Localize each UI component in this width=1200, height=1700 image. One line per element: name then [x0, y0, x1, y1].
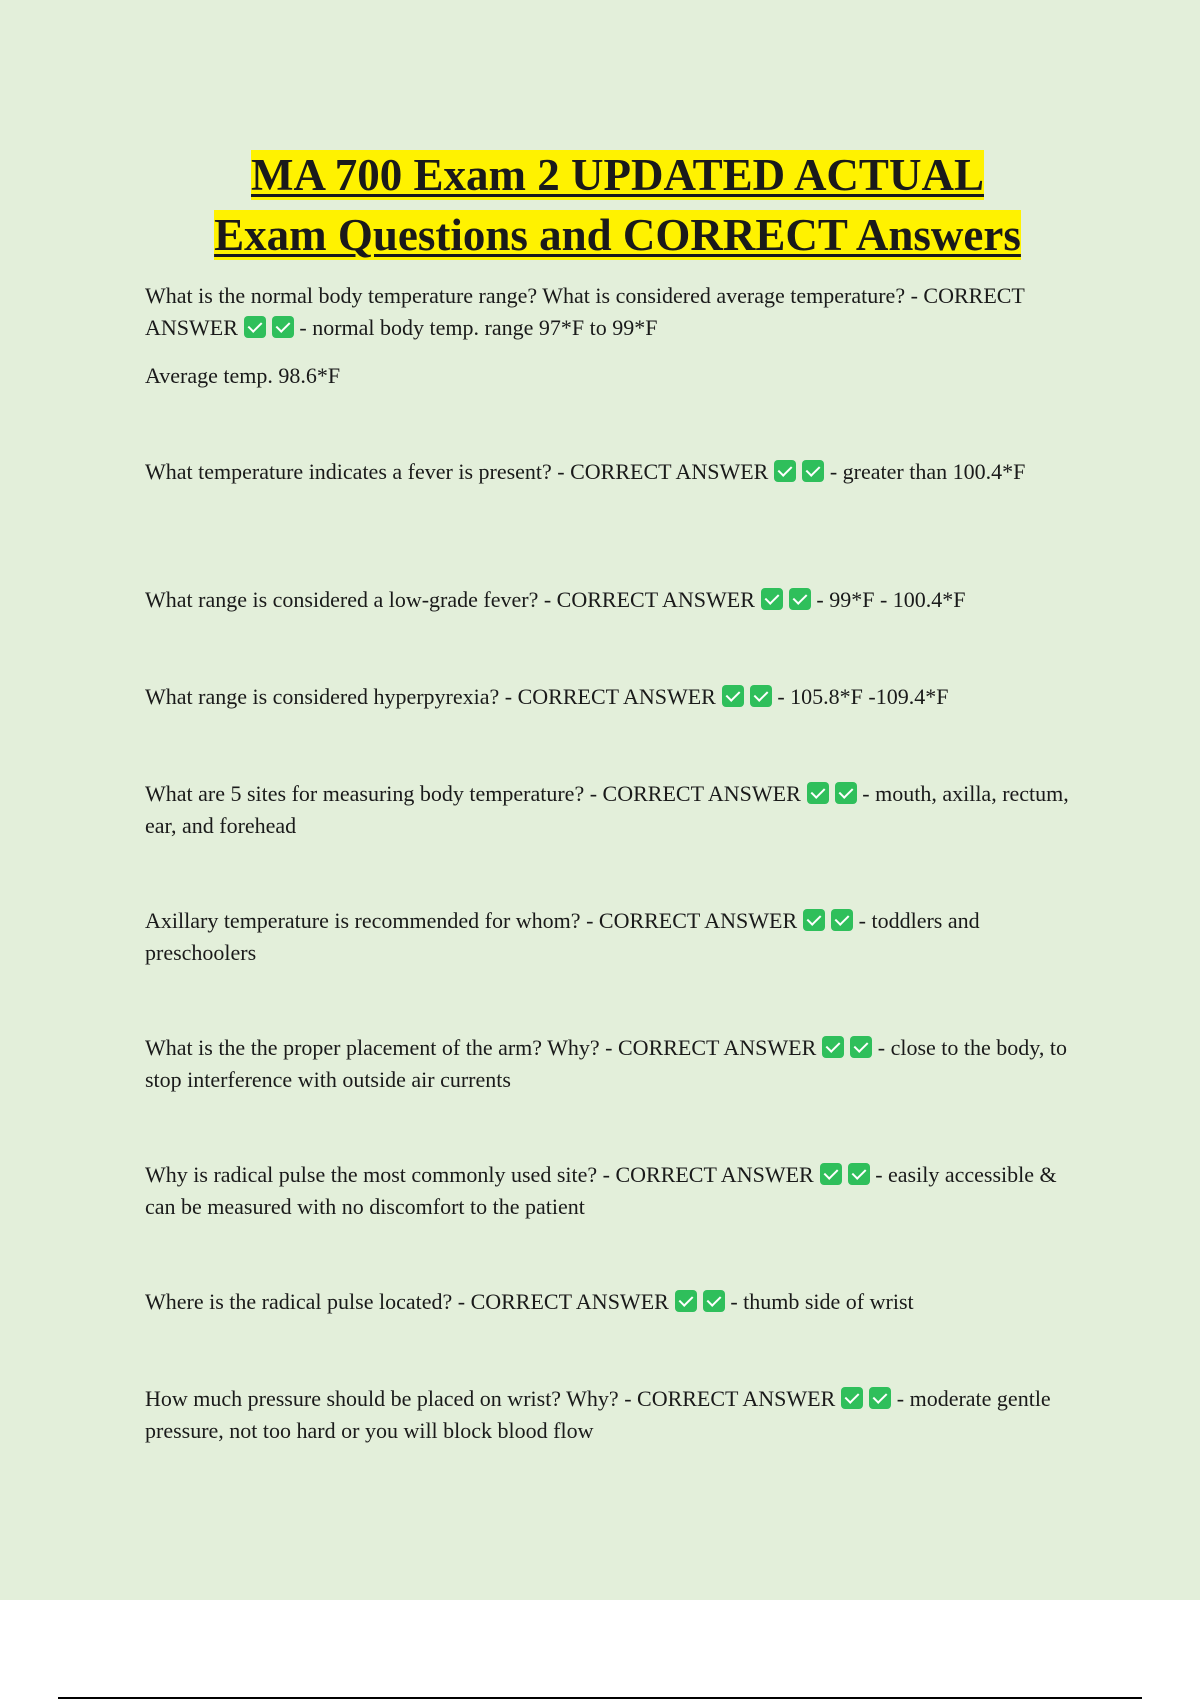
check-mark-icon [703, 1290, 725, 1312]
question-text: What range is considered hyperpyrexia? - CORRECT ANSWER [145, 684, 716, 709]
check-mark-icon [722, 685, 744, 707]
qa-item [145, 905, 1085, 969]
answer-text: - greater than 100.4*F [829, 459, 1026, 484]
qa-item [145, 1383, 1085, 1447]
check-mark-icon [244, 316, 266, 338]
check-mark-icon [835, 782, 857, 804]
question-text: What temperature indicates a fever is present? - CORRECT ANSWER [145, 459, 769, 484]
qa-item [145, 1286, 1085, 1318]
answer-text: - thumb side of wrist [730, 1289, 914, 1314]
question-text: What are 5 sites for measuring body temperature? - CORRECT ANSWER [145, 781, 801, 806]
qa-item [145, 681, 1085, 713]
check-mark-icon [848, 1163, 870, 1185]
check-mark-icon [774, 460, 796, 482]
question-text: Where is the radical pulse located? - CORRECT ANSWER [145, 1289, 669, 1314]
answer-text: - 105.8*F -109.4*F [777, 684, 949, 709]
check-mark-icon [841, 1387, 863, 1409]
qa-item [145, 1032, 1085, 1096]
check-mark-icon [822, 1036, 844, 1058]
check-mark-icon [802, 460, 824, 482]
qa-item [145, 456, 1085, 488]
check-mark-icon [761, 588, 783, 610]
document-title [0, 145, 1200, 265]
answer-text: - mouth, axilla, rectum, ear, and forehead [145, 781, 1069, 838]
title-line-1: MA 700 Exam 2 UPDATED ACTUAL [251, 150, 984, 200]
check-mark-icon [820, 1163, 842, 1185]
check-mark-icon [831, 909, 853, 931]
answer-text: - easily accessible & can be measured with no discomfort to the patient [145, 1162, 1057, 1219]
qa-item [145, 778, 1085, 842]
question-text: Axillary temperature is recommended for whom? - CORRECT ANSWER [145, 908, 798, 933]
extra-note: Average temp. 98.6*F [145, 363, 341, 388]
check-mark-icon [803, 909, 825, 931]
question-text: What range is considered a low-grade fever? - CORRECT ANSWER [145, 587, 755, 612]
qa-item [145, 280, 1085, 344]
title-line-2: Exam Questions and CORRECT Answers [214, 210, 1021, 260]
answer-text: - close to the body, to stop interference with outside air currents [145, 1035, 1067, 1092]
check-mark-icon [789, 588, 811, 610]
question-text: What is the the proper placement of the arm? Why? - CORRECT ANSWER [145, 1035, 817, 1060]
question-text: Why is radical pulse the most commonly used site? - CORRECT ANSWER [145, 1162, 814, 1187]
check-mark-icon [272, 316, 294, 338]
check-mark-icon [675, 1290, 697, 1312]
question-text: How much pressure should be placed on wrist? Why? - CORRECT ANSWER [145, 1386, 836, 1411]
check-mark-icon [869, 1387, 891, 1409]
check-mark-icon [850, 1036, 872, 1058]
answer-text: - moderate gentle pressure, not too hard or you will block blood flow [145, 1386, 1051, 1443]
qa-item [145, 1159, 1085, 1223]
qa-item [145, 584, 1085, 616]
answer-text: - 99*F - 100.4*F [816, 587, 966, 612]
check-mark-icon [750, 685, 772, 707]
check-mark-icon [807, 782, 829, 804]
question-text: What is the normal body temperature range? What is considered average temperature? - CORRECT ANSWER [145, 283, 1025, 340]
answer-text: - normal body temp. range 97*F to 99*F [299, 315, 658, 340]
page-divider [58, 1697, 1142, 1699]
answer-text: - toddlers and preschoolers [145, 908, 980, 965]
